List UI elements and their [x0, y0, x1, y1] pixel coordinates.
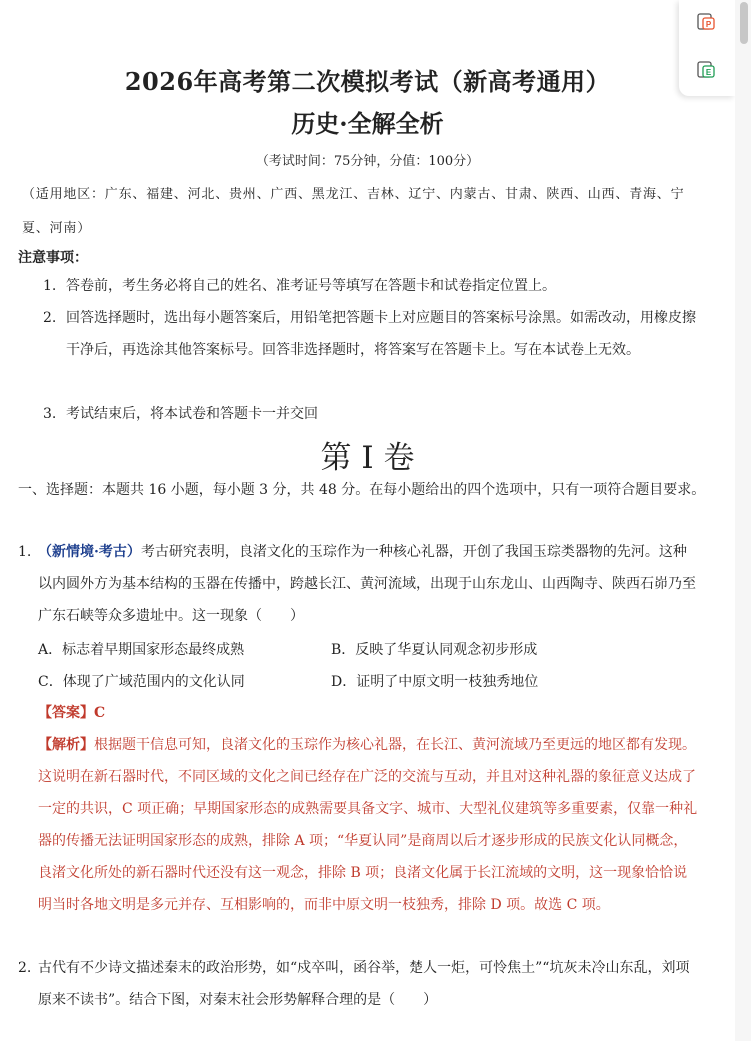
excel-icon-letter: E: [705, 68, 712, 77]
excel-convert-icon[interactable]: [696, 60, 716, 80]
analysis-text: 根据题干信息可知，良渚文化的玉琮作为核心礼器，在长江、黄河流域乃至更远的地区都有发现。这说明在新石器时代，不同区域的文化之间已经存在广泛的交流与互动，并且对这种礼器的象征意义达成了一定的共识，C 项正确；早期国家形态的成熟需要具备文字、城市、大型礼仪建筑等多重要素，仅靠一种礼器的传播无法证明国家形态的成熟，排除 A 项；“华夏认同”是商周以后才逐步形成的民族文化认同概念，良渚文化所处的新石器时代还没有这一观念，排除 B 项；良渚文化属于长江流域的文明，这一现象恰恰说明当时各地文明是多元并存、互相影响的，而非中原文明一枝独秀，排除 D 项。故选 C 项。: [38, 737, 698, 913]
analysis-label: 【解析】: [38, 737, 94, 753]
notice-item-1-text: 答卷前，考生务必将自己的姓名、准考证号等填写在答题卡和试卷指定位置上。: [66, 278, 556, 294]
notice-item-1-number: 1.: [43, 278, 57, 294]
applicable-regions: （适用地区：广东、福建、河北、贵州、广西、黑龙江、吉林、辽宁、内蒙古、甘肃、陕西、山西、青海、宁夏、河南）: [22, 187, 685, 236]
doc-title: 2026年高考第二次模拟考试（新高考通用）: [124, 67, 611, 96]
question-1-option-c: C．体现了广域范围内的文化认同: [38, 674, 245, 690]
notice-item-3-text: 考试结束后，将本试卷和答题卡一并交回: [66, 406, 318, 422]
volume-heading: 第 I 卷: [320, 440, 415, 476]
notice-heading: 注意事项：: [18, 250, 88, 266]
tool-sidebar: [679, 0, 735, 96]
question-1-analysis: [38, 729, 698, 921]
doc-subtitle: 历史·全解全析: [291, 109, 444, 138]
notice-item-2-number: 2.: [43, 310, 57, 326]
question-2-stem: 古代有不少诗文描述秦末的政治形势，如“戍卒叫，函谷举，楚人一炬，可怜焦土”“坑灰未冷山东乱，刘项原来不读书”。结合下图，对秦末社会形势解释合理的是（ ）: [38, 960, 690, 1008]
question-1-option-a: A．标志着早期国家形态最终成熟: [38, 642, 245, 658]
vertical-scrollbar[interactable]: [735, 0, 751, 1041]
exam-info: （考试时间：75分钟，分值：100分）: [255, 154, 480, 169]
question-1-tag: （新情境·考古）: [38, 544, 141, 560]
answer-label: 【答案】: [38, 705, 94, 721]
question-1-number: 1.: [18, 544, 32, 560]
section-instructions: 一、选择题：本题共 16 小题，每小题 3 分，共 48 分。在每小题给出的四个选项中，只有一项符合题目要求。: [18, 482, 706, 498]
notice-item-3-number: 3.: [43, 406, 57, 422]
question-1-stem: [38, 536, 698, 632]
answer-value: C: [94, 705, 106, 721]
notice-item-2-text: 回答选择题时，选出每小题答案后，用铅笔把答题卡上对应题目的答案标号涂黑。如需改动，用橡皮擦干净后，再选涂其他答案标号。回答非选择题时，将答案写在答题卡上。写在本试卷上无效。: [66, 310, 696, 358]
pdf-convert-icon[interactable]: [696, 12, 716, 32]
question-1-answer: [38, 697, 105, 729]
question-2-number: 2.: [18, 960, 32, 976]
scrollbar-thumb[interactable]: [740, 2, 748, 44]
question-1-option-b: B．反映了华夏认同观念初步形成: [331, 642, 538, 658]
question-1-text: 考古研究表明，良渚文化的玉琮作为一种核心礼器，开创了我国玉琮类器物的先河。这种以内圆外方为基本结构的玉器在传播中，跨越长江、黄河流域，出现于山东龙山、山西陶寺、陕西石峁乃至广东石峡等众多遗址中。这一现象（ ）: [38, 544, 696, 624]
pdf-icon-letter: P: [705, 20, 712, 29]
question-1-option-d: D．证明了中原文明一枝独秀地位: [331, 674, 539, 690]
